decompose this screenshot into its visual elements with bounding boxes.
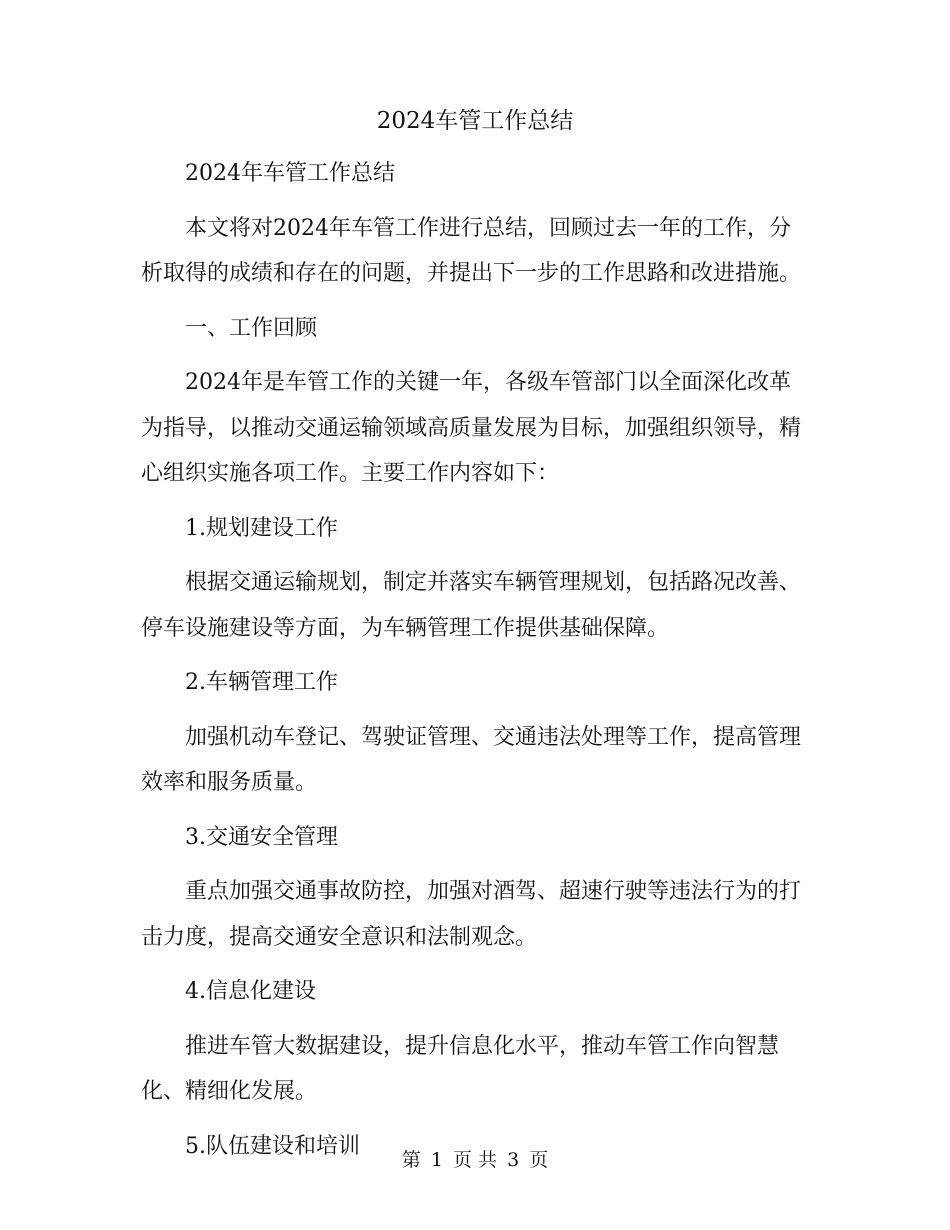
paragraph-intro: 本文将对2024年车管工作进行总结，回顾过去一年的工作，分析取得的成绩和存在的问题，并提出下一步的工作思路和改进措施。	[141, 215, 802, 286]
paragraph-vehicle-management: 加强机动车登记、驾驶证管理、交通违法处理等工作，提高管理效率和服务质量。	[141, 724, 802, 795]
document-body	[141, 151, 803, 1178]
footer-current-page: 1	[430, 1149, 443, 1171]
footer-middle: 页 共	[452, 1149, 498, 1171]
footer-total-pages: 3	[507, 1149, 520, 1171]
item-heading-team-building: 5.队伍建设和培训	[185, 1133, 360, 1159]
paragraph-informatization: 推进车管大数据建设，提升信息化水平，推动车管工作向智慧化、精细化发展。	[141, 1033, 780, 1104]
item-heading-informatization: 4.信息化建设	[185, 979, 316, 1004]
section-heading-review: 一、工作回顾	[185, 315, 318, 341]
paragraph-review: 2024年是车管工作的关键一年，各级车管部门以全面深化改革为指导，以推动交通运输领域高质量发展为目标，加强组织领导，精心组织实施各项工作。主要工作内容如下：	[141, 370, 802, 486]
item-heading-vehicle-management: 2.车辆管理工作	[185, 670, 338, 695]
paragraph-subtitle: 2024年车管工作总结	[185, 161, 395, 186]
item-heading-planning: 1.规划建设工作	[185, 515, 338, 541]
paragraph-traffic-safety: 重点加强交通事故防控，加强对酒驾、超速行驶等违法行为的打击力度，提高交通安全意识和法制观念。	[141, 879, 802, 950]
page-footer	[0, 1146, 950, 1174]
paragraph-planning: 根据交通运输规划，制定并落实车辆管理规划，包括路况改善、停车设施建设等方面，为车辆管理工作提供基础保障。	[141, 570, 802, 641]
footer-prefix: 第	[401, 1149, 421, 1171]
item-heading-traffic-safety: 3.交通安全管理	[185, 824, 338, 850]
footer-suffix: 页	[529, 1149, 549, 1171]
document-title: 2024车管工作总结	[376, 108, 574, 134]
